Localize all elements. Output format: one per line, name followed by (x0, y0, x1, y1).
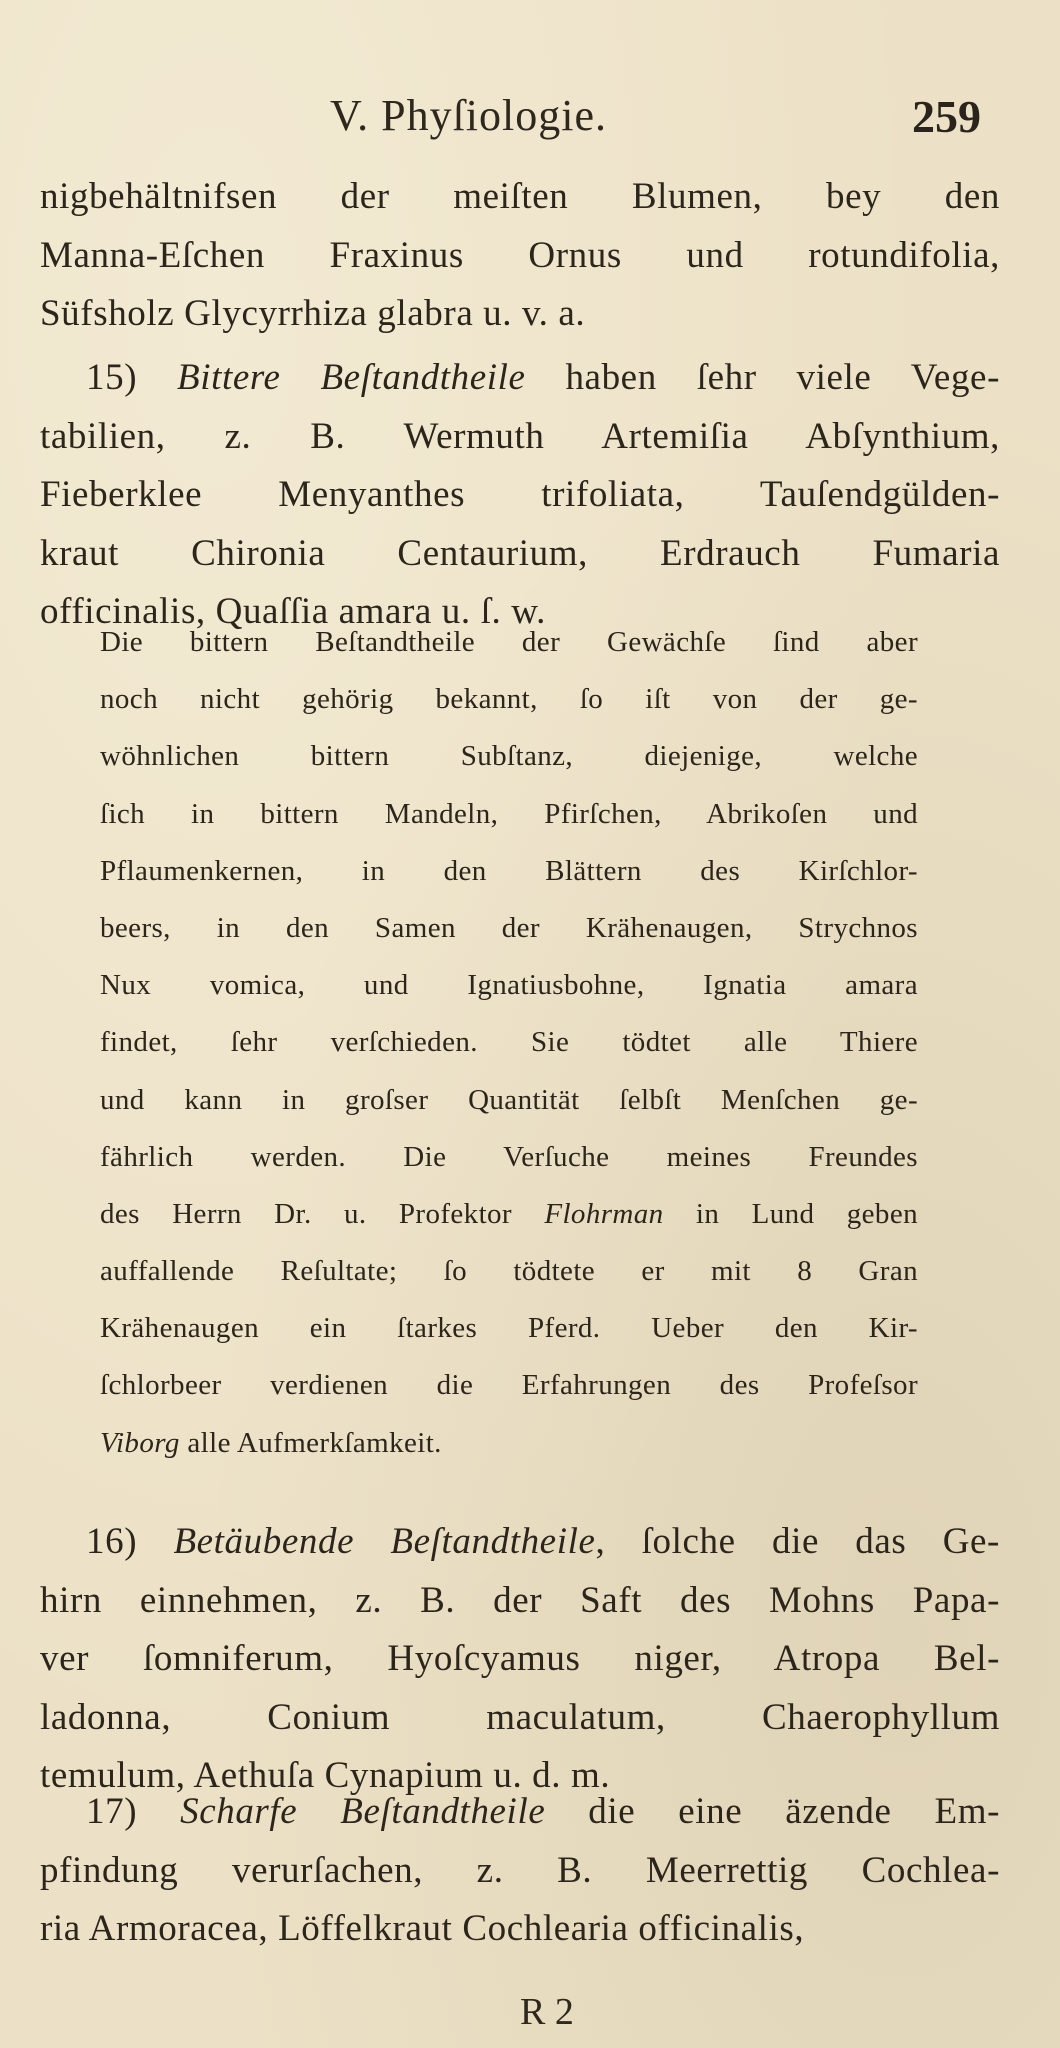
printer-signature: R 2 (520, 1991, 574, 2033)
text-fragment: alle Aufmerkſamkeit. (179, 1426, 442, 1459)
text-line: ladonna, Conium maculatum, Chaerophyllum (40, 1696, 1000, 1738)
item-number: 15) (86, 357, 138, 398)
text-fragment: , ſolche die das Ge- (595, 1521, 1000, 1562)
text-line: Süfsholz Glycyrrhiza glabra u. v. a. (40, 293, 586, 335)
page-number: 259 (912, 91, 981, 142)
text-line (40, 1783, 1000, 1842)
item-heading: Bittere Beſtandtheile (177, 357, 526, 398)
text-fragment: die eine äzende Em- (545, 1791, 1000, 1832)
text-line: Fieberklee Menyanthes trifoliata, Tauſendgülden- (40, 474, 1000, 516)
item-number: 16) (86, 1521, 138, 1562)
item-heading: Betäubende Beſtandtheile (173, 1521, 596, 1562)
note-line: Die bittern Beſtandtheile der Gewächſe ſind aber (100, 626, 918, 658)
chapter-title: V. Phyſiologie. (330, 91, 608, 140)
note-line: wöhnlichen bittern Subſtanz, diejenige, welche (100, 740, 918, 773)
person-name: Flohrman (544, 1197, 664, 1230)
item-number: 17) (86, 1791, 138, 1832)
text-line: ria Armoracea, Löffelkraut Cochlearia officinalis, (40, 1908, 805, 1950)
note-line: auffallende Reſultate; ſo tödtete er mit 8 Gran (100, 1255, 918, 1288)
text-fragment: in Lund geben (663, 1197, 918, 1230)
note-line: ſchlorbeer verdienen die Erfahrungen des Profeſsor (100, 1369, 918, 1402)
text-line (40, 1513, 1000, 1572)
text-line: hirn einnehmen, z. B. der Saft des Mohns Papa- (40, 1579, 1000, 1621)
note-line: Nux vomica, und Ignatiusbohne, Ignatia amara (100, 969, 918, 1002)
note-block (100, 614, 918, 1472)
paragraph-15 (40, 349, 1000, 642)
running-header (0, 90, 1060, 150)
text-fragment: haben ſehr viele Vege- (525, 357, 1000, 398)
note-line (100, 1186, 918, 1243)
paragraph-16 (40, 1513, 1000, 1806)
text-line: tabilien, z. B. Wermuth Artemiſia Abſynthium, (40, 415, 1000, 457)
text-line: nigbehältnifsen der meiſten Blumen, bey den (40, 176, 1000, 217)
note-line (100, 1415, 918, 1472)
note-line: Pflaumenkernen, in den Blättern des Kirſchlor- (100, 854, 918, 887)
text-line: ver ſomniferum, Hyoſcyamus niger, Atropa Bel- (40, 1638, 1000, 1680)
note-line: noch nicht gehörig bekannt, ſo iſt von der ge- (100, 683, 918, 716)
text-line: Manna-Eſchen Fraxinus Ornus und rotundifolia, (40, 234, 1000, 276)
note-line: fährlich werden. Die Verſuche meines Freundes (100, 1140, 918, 1173)
paragraph-continuation (40, 168, 1000, 344)
note-line: beers, in den Samen der Krähenaugen, Strychnos (100, 911, 918, 944)
person-name: Viborg (100, 1426, 180, 1459)
note-line: und kann in groſser Quantität ſelbſt Menſchen ge- (100, 1083, 918, 1116)
paragraph-17 (40, 1783, 1000, 1959)
note-line: ſich in bittern Mandeln, Pfirſchen, Abrikoſen und (100, 797, 918, 830)
text-line: pfindung verurſachen, z. B. Meerrettig Cochlea- (40, 1849, 1000, 1891)
note-line: findet, ſehr verſchieden. Sie tödtet alle Thiere (100, 1026, 918, 1059)
text-line: temulum, Aethuſa Cynapium u. d. m. (40, 1755, 611, 1797)
text-fragment: des Herrn Dr. u. Profektor (100, 1197, 545, 1230)
item-heading: Scharfe Beſtandtheile (180, 1791, 546, 1832)
text-line (40, 349, 1000, 408)
note-line: Krähenaugen ein ſtarkes Pferd. Ueber den Kir- (100, 1312, 918, 1345)
text-line: kraut Chironia Centaurium, Erdrauch Fumaria (40, 532, 1000, 574)
text-line: officinalis, Quaſſia amara u. ſ. w. (40, 591, 546, 633)
